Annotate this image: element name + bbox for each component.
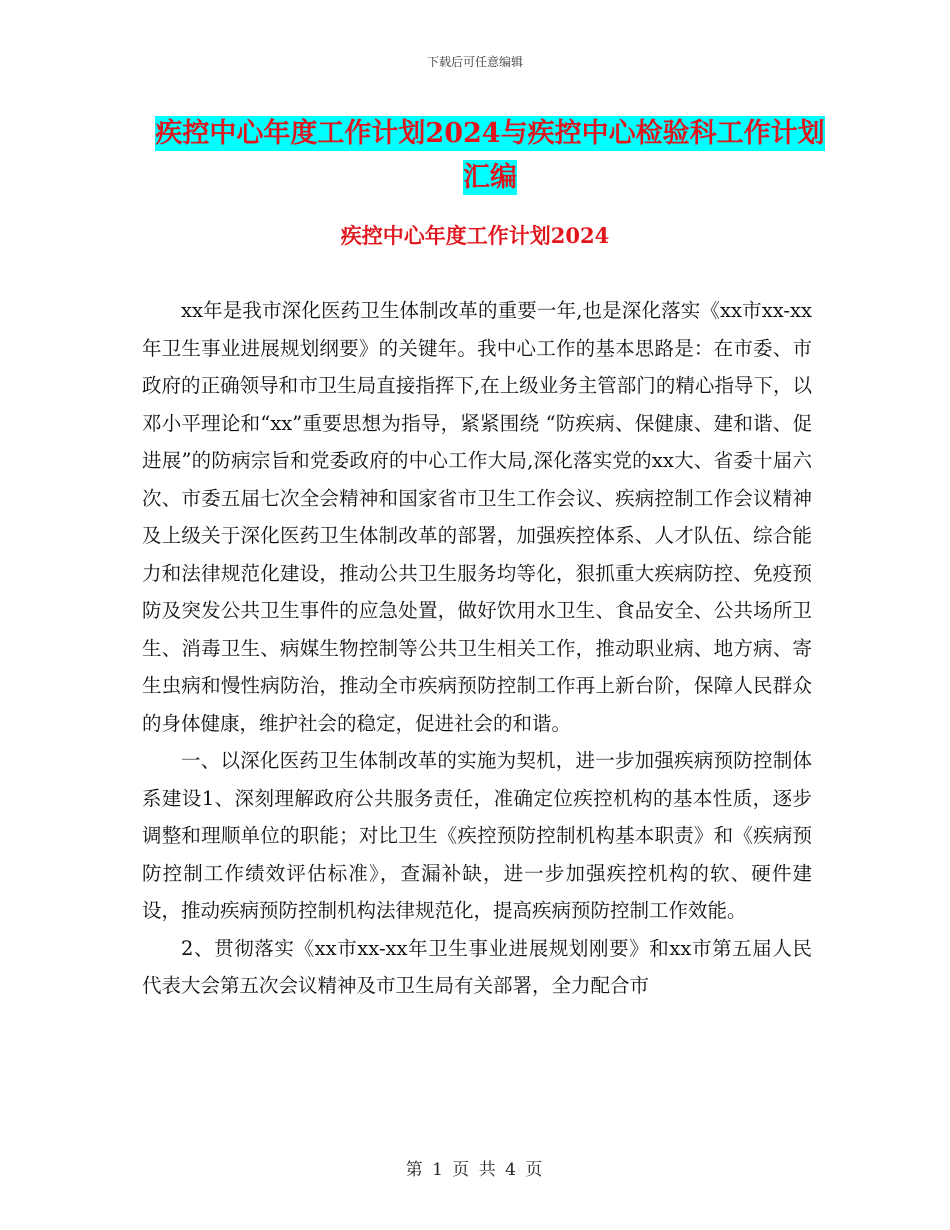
body-paragraph: 一、以深化医药卫生体制改革的实施为契机，进一步加强疾病预防控制体系建设1、深刻理解政府公共服务责任，准确定位疾控机构的基本性质，逐步调整和理顺单位的职能；对比卫生《疾控预防控制机构基本职责》和《疾病预防控制工作绩效评估标准》，查漏补缺，进一步加强疾控机构的软、硬件建设，推动疾病预防控制机构法律规范化，提高疾病预防控制工作效能。 [142,749,812,922]
document-body [142,292,812,1005]
body-paragraph: 2、贯彻落实《xx市xx-xx年卫生事业进展规划刚要》和xx市第五届人民代表大会第五次会议精神及市卫生局有关部署，全力配合市 [142,936,812,997]
document-title-text: 疾控中心年度工作计划2024与疾控中心检验科工作计划汇编 [155,118,825,193]
document-title [150,112,830,200]
page-number: 第 1 页 共 4 页 [405,1160,545,1180]
header-note: 下载后可任意编辑 [426,55,523,69]
body-paragraph: xx年是我市深化医药卫生体制改革的重要一年,也是深化落实《xx市xx-xx年卫生事业进展规划纲要》的关键年。我中心工作的基本思路是：在市委、市政府的正确领导和市卫生局直接指挥下,在上级业务主管部门的精心指导下，以邓小平理论和“xx”重要思想为指导，紧紧围绕 “防疾病、保健康、建和谐、促进展”的防病宗旨和党委政府的中心工作大局,深化落实党的xx大、省委十届六次、市委五届七次全会精神和国家省市卫生工作会议、疾病控制工作会议精神及上级关于深化医药卫生体制改革的部署，加强疾控体系、人才队伍、综合能力和法律规范化建设，推动公共卫生服务均等化，狠抓重大疾病防控、免疫预防及突发公共卫生事件的应急处置，做好饮用水卫生、食品安全、公共场所卫生、消毒卫生、病媒生物控制等公共卫生相关工作，推动职业病、地方病、寄生虫病和慢性病防治，推动全市疾病预防控制工作再上新台阶，保障人民群众的身体健康，维护社会的稳定，促进社会的和谐。 [142,299,812,735]
section-title: 疾控中心年度工作计划2024 [340,223,610,248]
